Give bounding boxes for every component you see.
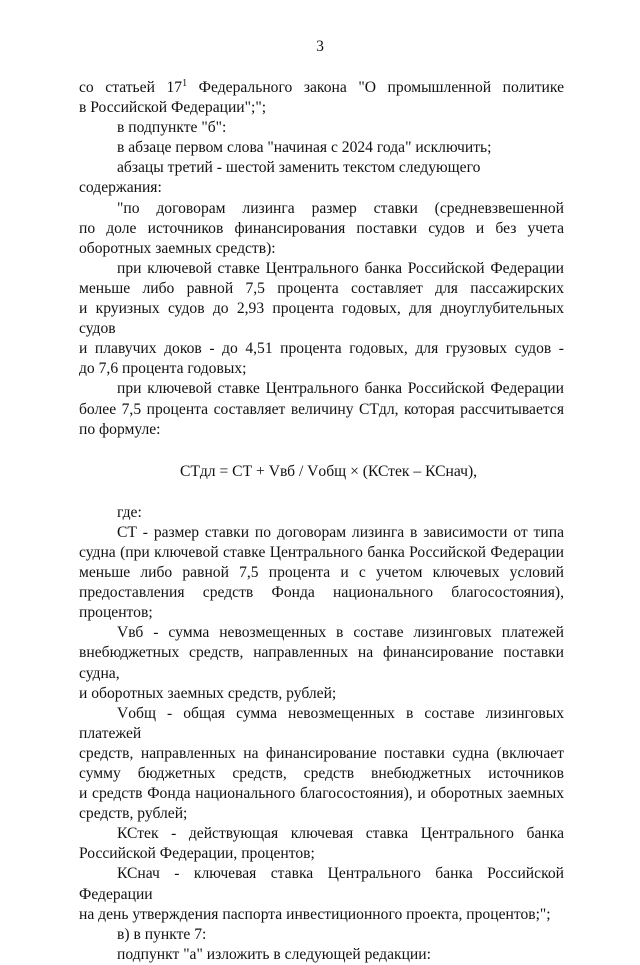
paragraph-line: КСтек - действующая ключевая ставка Центрального банка bbox=[117, 825, 564, 843]
text-run: Федерального закона "О промышленной политике bbox=[187, 79, 564, 96]
paragraph-line: по доле источников финансирования поставки судов и без учета bbox=[79, 219, 564, 237]
paragraph-line: внебюджетных средств, направленных на финансирование поставки судна, bbox=[79, 644, 564, 682]
paragraph: где: bbox=[117, 503, 142, 521]
document-body bbox=[79, 78, 564, 965]
paragraph: абзацы третий - шестой заменить текстом следующего содержания: bbox=[79, 159, 481, 197]
formula: СТдл = СТ + Vвб / Vобщ × (КСтек – КСнач), bbox=[179, 462, 478, 480]
paragraph-line: и средств Фонда национального благосостояния), и оборотных заемных bbox=[79, 785, 564, 803]
paragraph-line: по формуле: bbox=[79, 420, 161, 438]
paragraph-line: средств, рублей; bbox=[79, 805, 188, 823]
paragraph-line: "по договорам лизинга размер ставки (средневзвешенной bbox=[117, 199, 564, 217]
paragraph-line: на день утверждения паспорта инвестиционного проекта, процентов;"; bbox=[79, 905, 551, 923]
paragraph-line: Vвб - сумма невозмещенных в составе лизинговых платежей bbox=[117, 624, 564, 642]
paragraph: в подпункте "б": bbox=[117, 119, 227, 137]
paragraph-line: КСнач - ключевая ставка Центрального банка Российской Федерации bbox=[79, 865, 564, 903]
text-run: со статьей 17 bbox=[79, 79, 183, 96]
superscript: 1 bbox=[182, 78, 188, 89]
paragraph-line: меньше либо равной 7,5 процента и с учетом ключевых условий bbox=[79, 564, 564, 582]
paragraph: в абзаце первом слова "начиная с 2024 года" исключить; bbox=[117, 139, 492, 157]
paragraph-line: Vобщ - общая сумма невозмещенных в составе лизинговых платежей bbox=[79, 704, 564, 742]
paragraph-line: до 7,6 процента годовых; bbox=[79, 360, 247, 378]
paragraph-line: и круизных судов до 2,93 процента годовых, для дноуглубительных судов bbox=[79, 300, 564, 338]
paragraph-line: оборотных заемных средств): bbox=[79, 239, 276, 257]
page-number: 3 bbox=[316, 38, 324, 55]
paragraph-line: и оборотных заемных средств, рублей; bbox=[79, 684, 337, 702]
paragraph-line: в Российской Федерации";"; bbox=[79, 99, 267, 117]
paragraph-line: при ключевой ставке Центрального банка Российской Федерации bbox=[117, 259, 564, 277]
paragraph-line: процентов; bbox=[79, 604, 153, 622]
paragraph: подпункт "а" изложить в следующей редакции: bbox=[117, 945, 431, 963]
paragraph-line bbox=[79, 78, 564, 98]
paragraph-line: средств, направленных на финансирование поставки судна (включает bbox=[79, 744, 564, 762]
paragraph-line: при ключевой ставке Центрального банка Российской Федерации bbox=[117, 380, 564, 398]
paragraph-line: СТ - размер ставки по договорам лизинга в зависимости от типа bbox=[117, 523, 564, 541]
paragraph: в) в пункте 7: bbox=[117, 925, 207, 943]
paragraph-line: сумму бюджетных средств, средств внебюджетных источников bbox=[79, 765, 564, 782]
paragraph-line: и плавучих доков - до 4,51 процента годовых, для грузовых судов - bbox=[79, 340, 564, 358]
paragraph-line: более 7,5 процента составляет величину СТдл, которая рассчитывается bbox=[79, 400, 564, 418]
paragraph-line: меньше либо равной 7,5 процента составляет для пассажирских bbox=[79, 279, 564, 297]
paragraph-line: судна (при ключевой ставке Центрального банка Российской Федерации bbox=[79, 543, 564, 561]
paragraph-line: предоставления средств Фонда национального благосостояния), bbox=[79, 584, 564, 602]
paragraph-line: Российской Федерации, процентов; bbox=[79, 845, 315, 863]
